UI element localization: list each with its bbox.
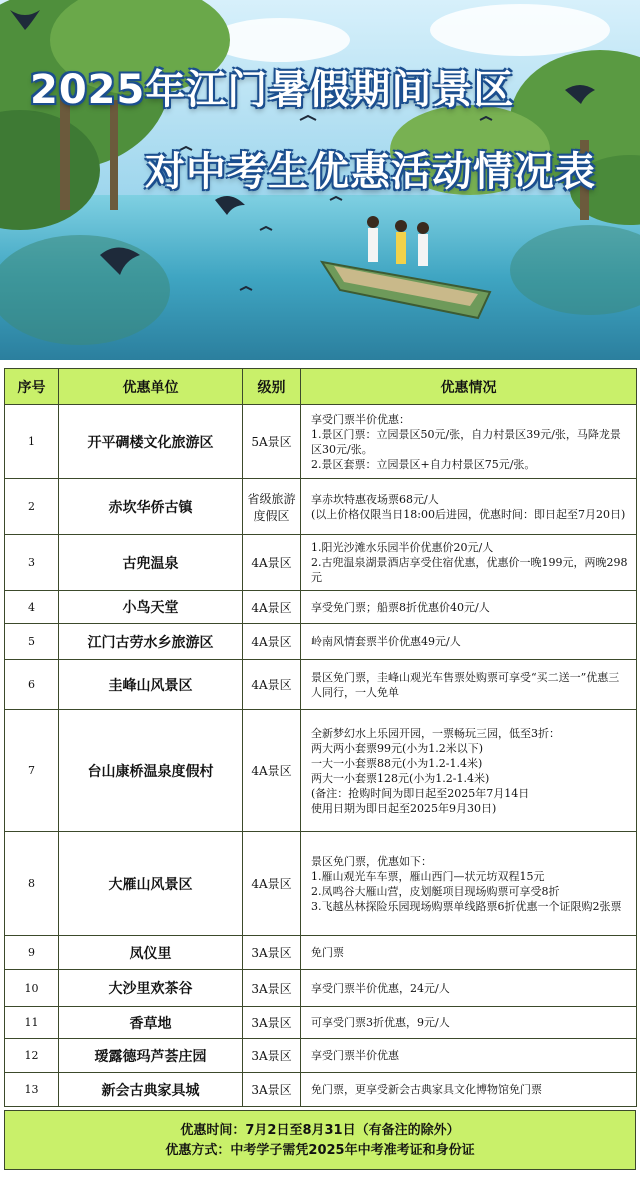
footer-time: 优惠时间：7月2日至8月31日（有备注的除外） <box>180 1123 460 1138</box>
desc-line: 两大两小套票99元(小为1.2米以下) <box>311 741 484 755</box>
row-unit: 台山康桥温泉度假村 <box>59 710 243 832</box>
header-desc: 优惠情况 <box>301 369 637 405</box>
footer-note <box>4 1110 636 1170</box>
row-level: 省级旅游度假区 <box>243 479 301 535</box>
row-level: 4A景区 <box>243 832 301 936</box>
row-desc <box>301 1073 637 1107</box>
row-level: 3A景区 <box>243 936 301 970</box>
desc-line: 免门票，更享受新会古典家具文化博物馆免门票 <box>311 1083 542 1096</box>
row-no: 1 <box>5 405 59 479</box>
row-level: 4A景区 <box>243 624 301 660</box>
row-desc <box>301 660 637 710</box>
row-no: 11 <box>5 1007 59 1039</box>
desc-line: (以上价格仅限当日18:00后进园，优惠时间：即日起至7月20日) <box>311 507 626 521</box>
row-level: 5A景区 <box>243 405 301 479</box>
desc-line: 3.飞越丛林探险乐园现场购票单线路票6折优惠一个证限购2张票 <box>311 899 622 913</box>
desc-line: 2.凤鸣谷大雁山营，皮划艇项目现场购票可享受8折 <box>311 884 560 898</box>
row-no: 3 <box>5 535 59 591</box>
table-row <box>5 624 637 660</box>
row-no: 5 <box>5 624 59 660</box>
table-row <box>5 1007 637 1039</box>
table-row <box>5 535 637 591</box>
row-desc <box>301 535 637 591</box>
desc-line: 景区免门票，圭峰山观光车售票处购票可享受“买二送一”优惠三人同行，一人免单 <box>311 670 620 699</box>
desc-line: 可享受门票3折优惠，9元/人 <box>311 1016 450 1029</box>
row-desc <box>301 1007 637 1039</box>
table-header-row <box>5 369 637 405</box>
footer-method: 优惠方式：中考学子需凭2025年中考准考证和身份证 <box>165 1143 475 1158</box>
desc-line: 享受免门票；船票8折优惠价40元/人 <box>311 600 490 614</box>
row-unit: 香草地 <box>59 1007 243 1039</box>
desc-line: 享赤坎特惠夜场票68元/人 <box>311 492 439 506</box>
row-no: 6 <box>5 660 59 710</box>
row-level: 3A景区 <box>243 1039 301 1073</box>
table-row <box>5 970 637 1007</box>
discount-table <box>4 368 637 1107</box>
table-row <box>5 479 637 535</box>
row-no: 7 <box>5 710 59 832</box>
desc-line: 1.阳光沙滩水乐园半价优惠价20元/人 <box>311 541 494 554</box>
desc-line: (备注：抢购时间为即日起至2025年7月14日 <box>311 786 530 800</box>
row-unit: 江门古劳水乡旅游区 <box>59 624 243 660</box>
row-no: 9 <box>5 936 59 970</box>
desc-line: 享受门票半价优惠 <box>311 1049 399 1062</box>
row-unit: 圭峰山风景区 <box>59 660 243 710</box>
desc-line: 景区免门票，优惠如下： <box>311 854 432 868</box>
row-desc <box>301 970 637 1007</box>
row-level: 3A景区 <box>243 1007 301 1039</box>
row-unit: 瑷露德玛芦荟庄园 <box>59 1039 243 1073</box>
desc-line: 岭南风情套票半价优惠49元/人 <box>311 635 461 648</box>
desc-line: 1.景区门票：立园景区50元/张，自力村景区39元/张，马降龙景区30元/张。 <box>311 427 621 456</box>
desc-line: 两大一小套票128元(小为1.2-1.4米) <box>311 771 490 785</box>
row-no: 4 <box>5 591 59 624</box>
row-level: 4A景区 <box>243 710 301 832</box>
row-unit: 小鸟天堂 <box>59 591 243 624</box>
table-row <box>5 591 637 624</box>
row-level: 4A景区 <box>243 535 301 591</box>
header-no: 序号 <box>5 369 59 405</box>
desc-line: 使用日期为即日起至2025年9月30日) <box>311 801 497 815</box>
desc-line: 2.古兜温泉湖景酒店享受住宿优惠，优惠价一晚199元，两晚298元 <box>311 556 628 584</box>
table-row <box>5 660 637 710</box>
row-desc <box>301 591 637 624</box>
row-desc <box>301 624 637 660</box>
row-unit: 新会古典家具城 <box>59 1073 243 1107</box>
row-unit: 凤仪里 <box>59 936 243 970</box>
table-row <box>5 710 637 832</box>
desc-line: 一大一小套票88元(小为1.2-1.4米) <box>311 756 483 770</box>
desc-line: 全新梦幻水上乐园开园，一票畅玩三园，低至3折： <box>311 726 560 740</box>
header-level: 级别 <box>243 369 301 405</box>
row-level: 3A景区 <box>243 970 301 1007</box>
table-row <box>5 405 637 479</box>
row-no: 8 <box>5 832 59 936</box>
desc-line: 1.雁山观光车车票，雁山西门—状元坊双程15元 <box>311 869 545 883</box>
row-level: 4A景区 <box>243 591 301 624</box>
title-line-2: 对中考生优惠活动情况表 <box>145 149 596 195</box>
row-desc <box>301 710 637 832</box>
desc-line: 免门票 <box>311 946 344 959</box>
row-level: 4A景区 <box>243 660 301 710</box>
banner-illustration <box>0 0 640 360</box>
table-row <box>5 832 637 936</box>
row-level: 3A景区 <box>243 1073 301 1107</box>
title-line-1: 2025年江门暑假期间景区 <box>30 67 515 113</box>
table-row <box>5 936 637 970</box>
row-desc <box>301 832 637 936</box>
header-unit: 优惠单位 <box>59 369 243 405</box>
row-no: 2 <box>5 479 59 535</box>
table-row <box>5 1039 637 1073</box>
row-desc <box>301 405 637 479</box>
row-no: 10 <box>5 970 59 1007</box>
table-row <box>5 1073 637 1107</box>
row-desc <box>301 936 637 970</box>
row-unit: 大沙里欢茶谷 <box>59 970 243 1007</box>
row-no: 13 <box>5 1073 59 1107</box>
desc-line: 享受门票半价优惠，24元/人 <box>311 981 450 995</box>
desc-line: 2.景区套票：立园景区+自力村景区75元/张。 <box>311 457 536 471</box>
row-unit: 古兜温泉 <box>59 535 243 591</box>
row-unit: 大雁山风景区 <box>59 832 243 936</box>
row-no: 12 <box>5 1039 59 1073</box>
row-desc <box>301 479 637 535</box>
row-unit: 开平碉楼文化旅游区 <box>59 405 243 479</box>
desc-line: 享受门票半价优惠： <box>311 412 410 426</box>
row-unit: 赤坎华侨古镇 <box>59 479 243 535</box>
row-desc <box>301 1039 637 1073</box>
